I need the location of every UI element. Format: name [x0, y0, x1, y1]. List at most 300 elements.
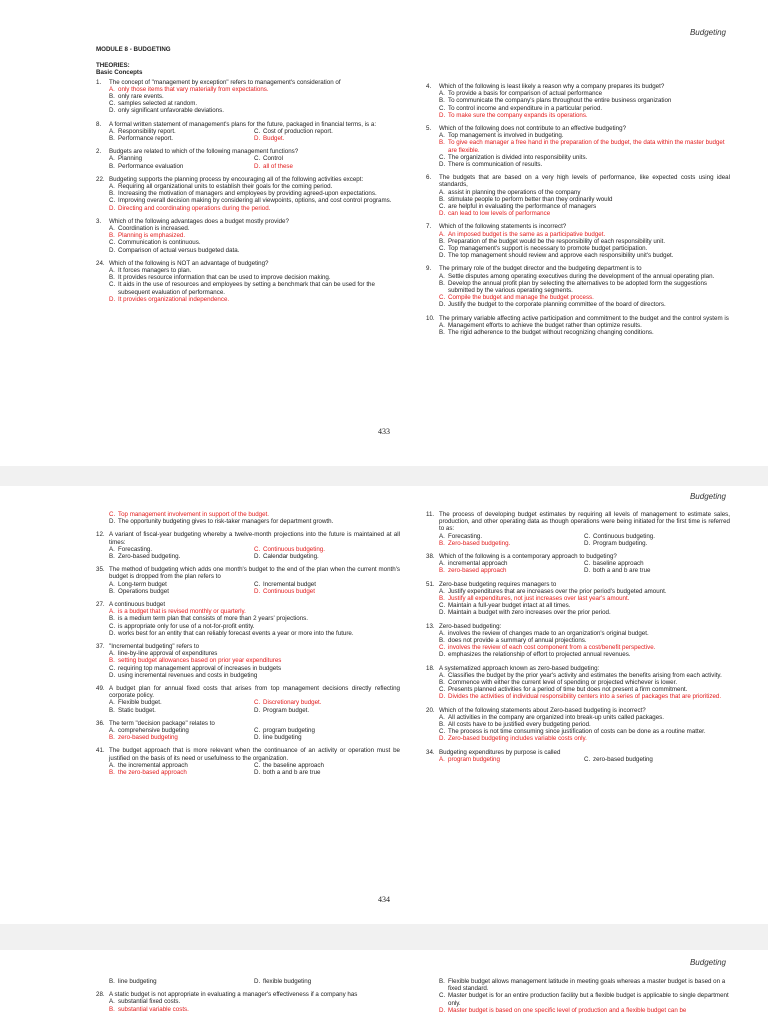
- option: [584, 533, 729, 540]
- question-text: The primary variable affecting active participation and commitment to the budget and the control system is: [439, 314, 729, 322]
- option-text: Settle disputes among operating executives during the development of the annual operating plan.: [448, 272, 715, 280]
- option: [426, 651, 730, 658]
- option-letter: D.: [439, 735, 446, 743]
- page-433: [0, 0, 768, 466]
- option: [254, 553, 399, 560]
- option-letter: B.: [109, 615, 115, 623]
- option-text: Develop the annual profit plan by selecting the alternatives to be adopted form the suggestions submitted by the various operating segments.: [448, 279, 708, 295]
- option-text: substantial fixed costs.: [118, 998, 181, 1006]
- option: [426, 105, 730, 112]
- question-stem: [426, 315, 730, 322]
- option: [426, 686, 730, 693]
- option: [96, 239, 400, 246]
- option-text: To provide a basis for comparison of actual performance: [448, 90, 603, 98]
- question-text: Budgets are related to which of the following management functions?: [109, 148, 299, 156]
- option-text: Performance report.: [118, 135, 174, 143]
- option: [96, 93, 400, 100]
- option: [96, 650, 400, 657]
- option-letter: B.: [439, 978, 445, 985]
- option-text: emphasizes the relationship of effort to projected annual revenues.: [448, 651, 631, 659]
- question-item: [96, 685, 400, 714]
- option-letter: C.: [584, 560, 591, 568]
- option-letter: D.: [109, 295, 116, 303]
- option-text: baseline approach: [593, 560, 644, 568]
- question-number: 11.: [426, 511, 435, 518]
- question-stem: [96, 566, 400, 580]
- option-text: program budgeting: [448, 755, 500, 763]
- question-stem: [426, 749, 730, 756]
- question-item: [426, 749, 730, 763]
- option-text: Program budget.: [263, 706, 310, 714]
- option-letter: A.: [439, 587, 445, 595]
- option-letter: C.: [109, 281, 116, 289]
- option-row: [96, 588, 400, 595]
- option-letter: C.: [584, 532, 591, 540]
- option-text: requiring top management approval of increases in budgets: [118, 664, 282, 672]
- question-item: [426, 83, 730, 119]
- question-text: Which of the following statements is incorrect?: [439, 223, 567, 231]
- question-list: [96, 79, 400, 303]
- option: [96, 281, 400, 295]
- option-letter: A.: [109, 650, 115, 658]
- option-letter: A.: [439, 560, 445, 568]
- answer-option: [426, 735, 730, 742]
- option: [426, 238, 730, 245]
- option-text: Maintain a budget with zero increases over the prior period.: [448, 609, 611, 617]
- option-letter: D.: [254, 162, 261, 170]
- page-gap: [0, 924, 768, 950]
- page-gap: [0, 466, 768, 486]
- option: [426, 630, 730, 637]
- option: [426, 97, 730, 104]
- option-text: Improving overall decision making by considering all viewpoints, options, and cost control programs.: [118, 197, 392, 205]
- option: [96, 274, 400, 281]
- question-number: 1.: [96, 78, 102, 86]
- option-text: Continuous budget: [263, 587, 315, 595]
- question-item: [96, 643, 400, 679]
- option-text: Continuous budgeting.: [263, 545, 325, 553]
- option-letter: B.: [109, 734, 115, 742]
- option-letter: B.: [439, 721, 445, 729]
- question-list: [426, 978, 730, 1014]
- option-letter: B.: [439, 237, 445, 245]
- option-letter: D.: [254, 135, 261, 143]
- option-letter: C.: [439, 153, 446, 161]
- question-stem: [96, 148, 400, 155]
- option-letter: B.: [109, 190, 115, 198]
- option-text: incremental approach: [448, 560, 508, 568]
- option: [439, 560, 584, 567]
- option-letter: C.: [109, 511, 116, 518]
- option-letter: A.: [109, 85, 115, 93]
- option-text: zero-based budgeting: [593, 755, 653, 763]
- option-letter: A.: [109, 761, 115, 769]
- option: [584, 756, 729, 763]
- question-number: 8.: [96, 120, 102, 128]
- option-row: [96, 553, 400, 560]
- question-number: 34.: [426, 748, 435, 756]
- option-letter: A.: [439, 188, 445, 196]
- option-row: [96, 762, 400, 769]
- option-letter: C.: [439, 104, 446, 112]
- option-letter: A.: [109, 183, 115, 191]
- option: [109, 978, 254, 985]
- option-letter: C.: [254, 545, 261, 553]
- option-letter: B.: [109, 587, 115, 595]
- option: [109, 135, 254, 142]
- option: [96, 615, 400, 622]
- option: [109, 581, 254, 588]
- option-text: Control: [263, 155, 283, 163]
- question-stem: [426, 223, 730, 230]
- option: [426, 602, 730, 609]
- answer-option: [109, 734, 254, 741]
- option-text: using incremental revenues and costs in budgeting: [118, 671, 258, 679]
- option: [96, 267, 400, 274]
- option-text: Continuous budgeting.: [593, 532, 655, 540]
- option: [96, 665, 400, 672]
- option-text: is a medium term plan that consists of more than 2 years' projections.: [118, 615, 308, 623]
- running-header: Budgeting: [689, 958, 726, 967]
- option-text: does not provide a summary of annual projections.: [448, 637, 587, 645]
- option-letter: A.: [109, 155, 115, 163]
- question-item: [96, 531, 400, 560]
- answer-option: [426, 112, 730, 119]
- answer-option: [426, 294, 730, 301]
- option-letter: A.: [109, 545, 115, 553]
- option-letter: A.: [109, 608, 115, 616]
- option: [96, 100, 400, 107]
- option: [109, 128, 254, 135]
- option: [426, 280, 730, 294]
- option-letter: D.: [254, 587, 261, 595]
- option-letter: C.: [109, 622, 116, 630]
- question-stem: [426, 553, 730, 560]
- option-text: Divides the activities of individual responsibility centers into a series of packages that are prioritized.: [448, 693, 722, 701]
- option-letter: C.: [254, 699, 261, 707]
- option-letter: C.: [254, 155, 261, 163]
- question-number: 2.: [96, 148, 102, 156]
- option: [96, 247, 400, 254]
- question-number: 51.: [426, 580, 435, 588]
- question-text: The process of developing budget estimates by requiring all levels of management to estimate sales, production, and other operating data as though operations were being initiated for the first time is referred to as:: [439, 511, 730, 533]
- question-list: [96, 978, 400, 1013]
- question-stem: [96, 176, 400, 183]
- option-letter: D.: [109, 107, 116, 115]
- option-text: both a and b are true: [593, 567, 651, 575]
- question-item: [426, 553, 730, 575]
- question-number: 24.: [96, 259, 105, 267]
- question-stem: [96, 260, 400, 267]
- option-letter: D.: [254, 553, 261, 561]
- option-text: the baseline approach: [263, 761, 324, 769]
- option-text: Compile the budget and manage the budget process.: [448, 294, 594, 302]
- option-letter: A.: [109, 727, 115, 735]
- answer-option: [96, 232, 400, 239]
- option: [96, 518, 400, 525]
- question-number: 37.: [96, 643, 105, 651]
- question-number: 7.: [426, 223, 432, 231]
- option-letter: B.: [439, 329, 445, 337]
- option: [96, 225, 400, 232]
- question-item: [96, 148, 400, 170]
- theories-heading: THEORIES:: [96, 62, 130, 70]
- option: [109, 155, 254, 162]
- question-item: [96, 511, 400, 525]
- question-text: The budgets that are based on a very high levels of performance, like expected costs using ideal standards,: [439, 174, 730, 189]
- question-stem: [96, 218, 400, 225]
- option-letter: D.: [109, 246, 116, 254]
- option: [96, 190, 400, 197]
- question-item: [426, 265, 730, 308]
- option-letter: D.: [439, 252, 446, 260]
- option-text: Forecasting.: [118, 545, 153, 553]
- answer-option: [439, 756, 584, 763]
- option-letter: A.: [439, 629, 445, 637]
- option-letter: C.: [109, 100, 116, 108]
- option-letter: B.: [109, 978, 115, 985]
- question-number: 12.: [96, 531, 105, 539]
- option-text: It provides organizational independence.: [118, 295, 230, 303]
- option: [109, 707, 254, 714]
- option: [96, 107, 400, 114]
- option: [96, 623, 400, 630]
- option-text: stimulate people to perform better than they ordinarily would: [448, 195, 613, 203]
- option-letter: D.: [439, 693, 446, 701]
- question-stem: [426, 581, 730, 588]
- option: [96, 183, 400, 190]
- option-text: Incremental budget: [263, 580, 316, 588]
- option-text: Classifies the budget by the prior year's activity and estimates the benefits arising from each activity.: [448, 671, 722, 679]
- option-letter: A.: [439, 671, 445, 679]
- option-row: [426, 540, 730, 547]
- option-text: flexible budgeting: [263, 978, 312, 985]
- question-item: [426, 315, 730, 337]
- option: [426, 714, 730, 721]
- question-text: Which of the following advantages does a budget mostly provide?: [109, 217, 289, 225]
- option: [96, 197, 400, 204]
- option: [254, 128, 399, 135]
- option-letter: A.: [439, 755, 445, 763]
- option-letter: B.: [109, 706, 115, 714]
- question-text: Budgeting supports the planning process by encouraging all of the following activities except:: [109, 175, 364, 183]
- option: [426, 721, 730, 728]
- option-text: Flexible budget.: [118, 699, 162, 707]
- option-text: All costs have to be justified every budgeting period.: [448, 721, 591, 729]
- option-text: Operations budget: [118, 587, 169, 595]
- option-text: works best for an entity that can reliably forecast events a year or more into the future.: [118, 629, 354, 637]
- option: [254, 581, 399, 588]
- option-row: [426, 560, 730, 567]
- option-text: Program budgeting.: [593, 539, 648, 547]
- option-letter: A.: [439, 321, 445, 329]
- question-number: 41.: [96, 747, 105, 755]
- page3-right-column: [426, 978, 730, 1020]
- question-item: [96, 260, 400, 303]
- option-text: only those items that vary materially from expectations.: [118, 85, 269, 93]
- option-letter: C.: [109, 664, 116, 672]
- option-text: program budgeting: [263, 727, 315, 735]
- option: [584, 540, 729, 547]
- option: [109, 546, 254, 553]
- option-row: [96, 734, 400, 741]
- option-text: Master budget is based on one specific level of production and a flexible budget can be: [448, 1006, 687, 1014]
- option-text: Zero-based budgeting.: [448, 539, 511, 547]
- question-text: A variant of fiscal-year budgeting whereby a twelve-month projections into the future is maintained at all times:: [109, 531, 400, 546]
- question-text: A static budget is not appropriate in evaluating a manager's effectiveness if a company has: [109, 991, 358, 999]
- question-item: [96, 566, 400, 595]
- question-text: Zero-base budgeting requires managers to: [439, 580, 557, 588]
- option-text: Directing and coordinating operations during the period.: [118, 204, 271, 212]
- option-text: Commence with either the current level of spending or projected whichever is lower.: [448, 679, 678, 687]
- option: [439, 533, 584, 540]
- option: [426, 90, 730, 97]
- option-text: Cost of production report.: [263, 127, 333, 135]
- option-text: It provides resource information that can be used to improve decision making.: [118, 274, 331, 282]
- option-text: Presents planned activities for a period of time but does not present a firm commitment.: [448, 686, 688, 694]
- question-item: [96, 991, 400, 1013]
- question-text: Which of the following is NOT an advantage of budgeting?: [109, 259, 269, 267]
- option-letter: D.: [439, 301, 446, 309]
- option-letter: C.: [439, 294, 446, 302]
- option: [426, 189, 730, 196]
- answer-option: [254, 135, 399, 142]
- question-text: Which of the following statements about Zero-based budgeting is incorrect?: [439, 706, 646, 714]
- question-number: 35.: [96, 566, 105, 574]
- question-item: [426, 511, 730, 547]
- option-text: The process is not time consuming since justification of costs can be done as a routine matter.: [448, 728, 706, 736]
- answer-option: [96, 86, 400, 93]
- option-letter: B.: [439, 567, 445, 575]
- question-stem: [96, 531, 400, 545]
- option-letter: A.: [109, 225, 115, 233]
- option-letter: A.: [439, 90, 445, 98]
- question-item: [426, 581, 730, 617]
- option-text: The top management should review and approve each responsibility unit's budget.: [448, 252, 674, 260]
- option-letter: B.: [439, 97, 445, 105]
- question-item: [96, 747, 400, 776]
- option: [96, 672, 400, 679]
- question-item: [96, 601, 400, 637]
- answer-option: [96, 511, 400, 518]
- page3-left-column: [96, 978, 400, 1019]
- option-letter: B.: [109, 93, 115, 101]
- option-text: can lead to low levels of performance: [448, 210, 551, 218]
- option-letter: A.: [109, 580, 115, 588]
- question-item: [96, 79, 400, 115]
- option-text: is appropriate only for use of a not-for-profit entity.: [118, 622, 255, 630]
- option-text: Management efforts to achieve the budget rather than optimize results.: [448, 321, 642, 329]
- option-text: substantial variable costs.: [118, 1005, 189, 1013]
- option-letter: D.: [254, 978, 261, 985]
- option-text: Planning is emphasized.: [118, 232, 186, 240]
- question-list: [96, 511, 400, 776]
- option: [426, 728, 730, 735]
- option-letter: C.: [254, 580, 261, 588]
- answer-option: [96, 296, 400, 303]
- option-text: Justify all expenditures, not just increases over last year's amount.: [448, 595, 630, 603]
- option: [426, 978, 730, 992]
- page1-right-column: [426, 83, 730, 342]
- option-text: Comparison of actual versus budgeted data.: [118, 246, 240, 254]
- option-text: all of these: [263, 162, 293, 170]
- running-header: Budgeting: [689, 28, 726, 37]
- answer-option: [96, 608, 400, 615]
- option-text: Top management's support is necessary to promote budget participation.: [448, 245, 648, 253]
- answer-option: [254, 546, 399, 553]
- option: [254, 727, 399, 734]
- option-text: To give each manager a free hand in the preparation of the budget, the data within the master budget are flexible.: [448, 139, 725, 154]
- option-text: The opportunity budgeting gives to risk-taker managers for department growth.: [118, 518, 334, 526]
- option-text: zero-based approach: [448, 567, 507, 575]
- question-number: 6.: [426, 174, 432, 182]
- question-text: The concept of "management by exception" refers to management's consideration of: [109, 78, 341, 86]
- question-stem: [426, 665, 730, 672]
- option: [96, 630, 400, 637]
- question-item: [426, 623, 730, 659]
- question-number: 4.: [426, 83, 432, 90]
- answer-option: [426, 693, 730, 700]
- option-row: [96, 135, 400, 142]
- option-letter: B.: [109, 135, 115, 143]
- option-row: [96, 978, 400, 985]
- option: [426, 132, 730, 139]
- option-letter: D.: [254, 769, 261, 777]
- option-letter: D.: [584, 539, 591, 547]
- option: [584, 567, 729, 574]
- question-text: Zero-based budgeting:: [439, 622, 502, 630]
- question-number: 22.: [96, 175, 105, 183]
- option: [426, 329, 730, 336]
- option-text: Top management is involved in budgeting.: [448, 132, 564, 140]
- option: [254, 978, 399, 985]
- option-letter: A.: [109, 267, 115, 275]
- question-stem: [96, 747, 400, 761]
- option-letter: C.: [439, 992, 446, 1000]
- option-text: Maintain a full-year budget intact at all times.: [448, 602, 571, 610]
- option-text: Communication is continuous.: [118, 239, 201, 247]
- option-row: [96, 128, 400, 135]
- question-item: [96, 218, 400, 254]
- question-stem: [96, 121, 400, 128]
- option-letter: B.: [439, 539, 445, 547]
- option-letter: C.: [109, 197, 116, 205]
- option: [254, 734, 399, 741]
- option-text: The rigid adherence to the budget without recognizing changing conditions.: [448, 329, 654, 337]
- answer-option: [96, 1006, 400, 1013]
- option: [426, 273, 730, 280]
- option-row: [96, 699, 400, 706]
- option-letter: C.: [254, 127, 261, 135]
- option: [109, 699, 254, 706]
- answer-option: [109, 769, 254, 776]
- option-letter: C.: [254, 727, 261, 735]
- option-letter: C.: [109, 239, 116, 247]
- option-row: [96, 727, 400, 734]
- question-number: 49.: [96, 685, 105, 693]
- option: [426, 672, 730, 679]
- question-number: 27.: [96, 601, 105, 609]
- question-number: 28.: [96, 991, 105, 999]
- option-letter: D.: [439, 1006, 446, 1014]
- option-text: Justify the budget to the corporate planning committee of the board of directors.: [448, 301, 666, 309]
- option-text: Forecasting.: [448, 532, 483, 540]
- question-text: The method of budgeting which adds one month's budget to the end of the plan when the current month's budget is dropped from the plan refers to: [109, 566, 400, 581]
- option-letter: D.: [109, 204, 116, 212]
- option: [426, 252, 730, 259]
- question-stem: [96, 720, 400, 727]
- question-number: 9.: [426, 265, 432, 273]
